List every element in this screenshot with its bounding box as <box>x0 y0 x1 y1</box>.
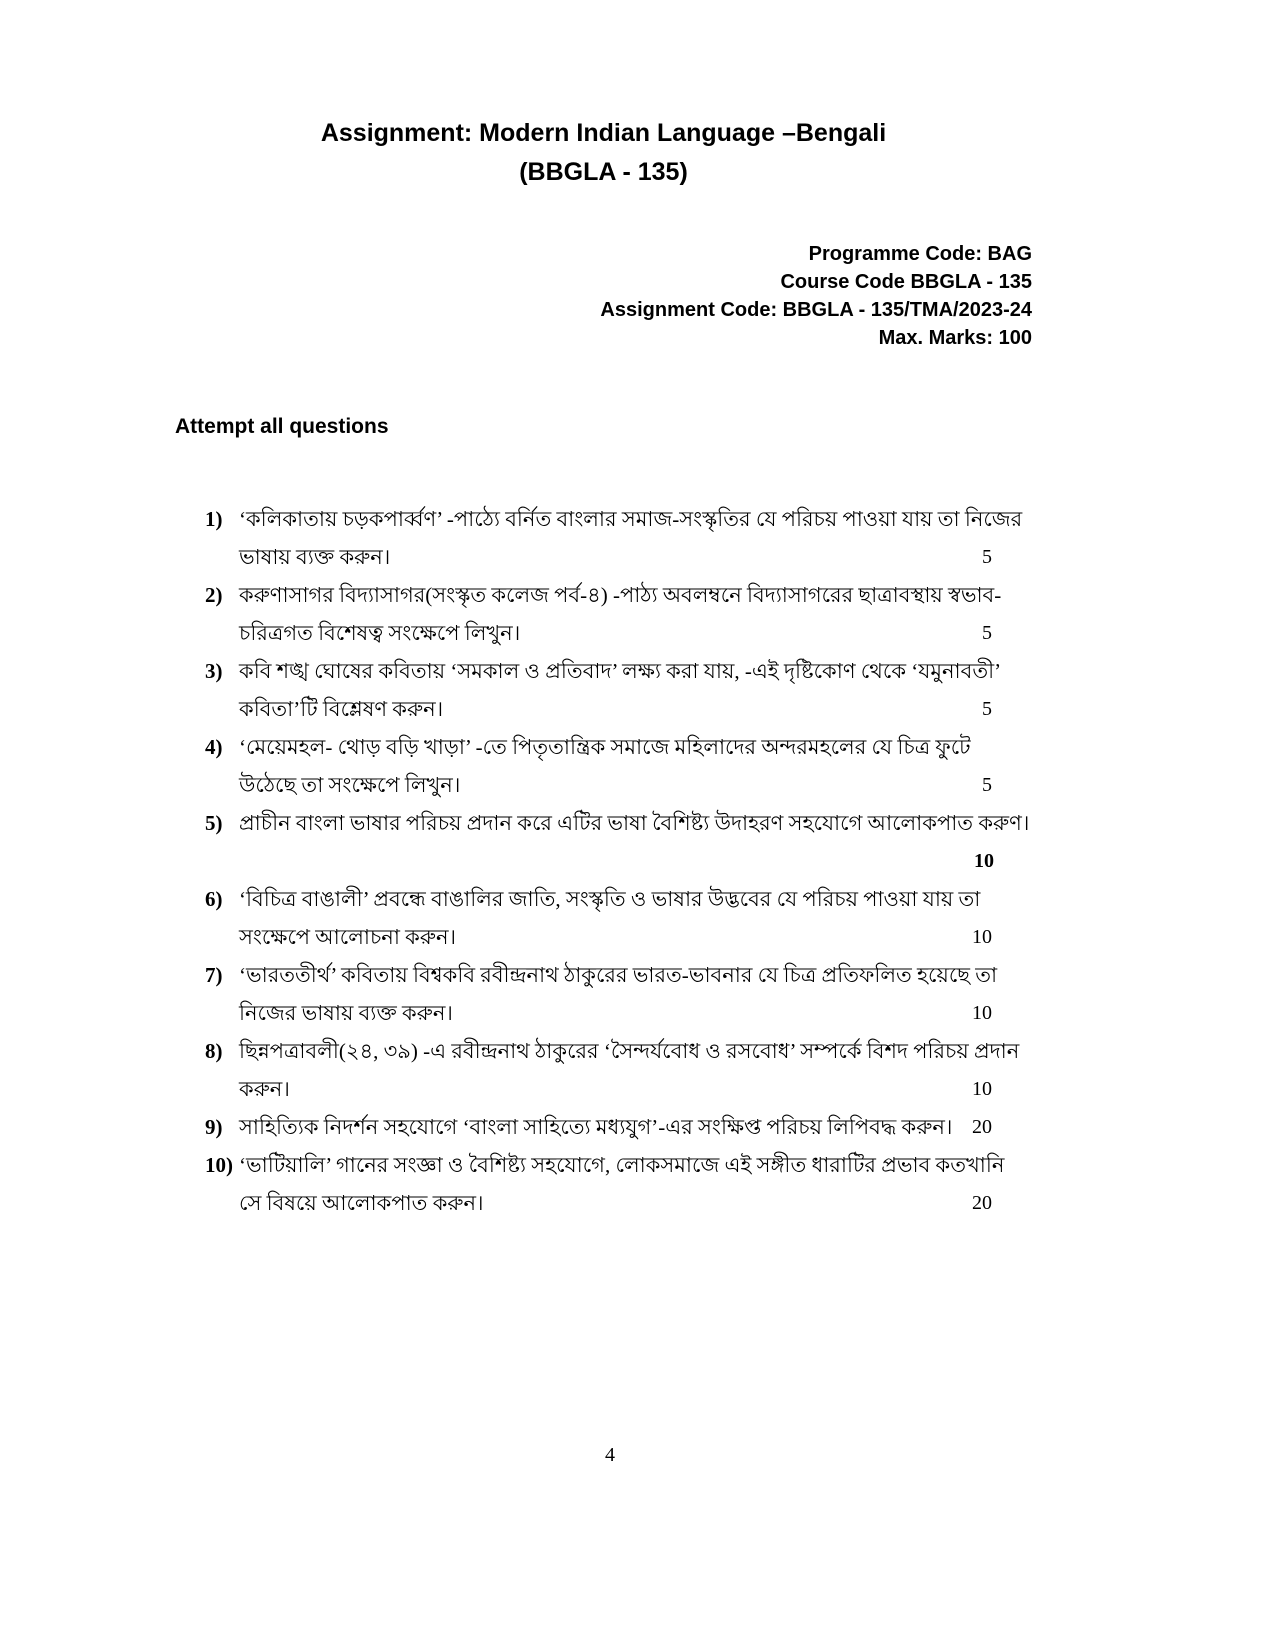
question-number: 8) <box>205 1039 223 1063</box>
instruction-text: Attempt all questions <box>175 415 389 438</box>
question-marks: 10 <box>974 850 994 872</box>
question-body <box>239 1108 1032 1146</box>
question-text: ‘ভারততীর্থ’ কবিতায় বিশ্বকবি রবীন্দ্রনাথ ঠাকুরের ভারত-ভাবনার যে চিত্র প্রতিফলিত হয়েছে তা নিজের ভাষায় ব্যক্ত করুন। <box>239 963 998 1025</box>
question-item-5 <box>205 804 1032 880</box>
question-body <box>239 500 1032 576</box>
question-text: ছিন্নপত্রাবলী(২৪, ৩৯) -এ রবীন্দ্রনাথ ঠাকুরের ‘সৈন্দর্যবোধ ও রসবোধ’ সম্পর্কে বিশদ পরিচয় প্রদান করুন। <box>239 1039 1020 1101</box>
question-marks: 5 <box>982 774 992 796</box>
question-item-6 <box>205 880 1032 956</box>
programme-code: Programme Code: BAG <box>808 243 1032 265</box>
question-item-3 <box>205 652 1032 728</box>
question-body <box>239 1032 1032 1108</box>
course-code: Course Code BBGLA - 135 <box>780 271 1032 293</box>
question-text: কবি শঙ্খ ঘোষের কবিতায় ‘সমকাল ও প্রতিবাদ’ লক্ষ্য করা যায়, -এই দৃষ্টিকোণ থেকে ‘যমুনাবতী’ কবিতা’টি বিশ্লেষণ করুন। <box>239 659 1001 721</box>
question-text: ‘মেয়েমহল- থোড় বড়ি খাড়া’ -তে পিতৃতান্ত্রিক সমাজে মহিলাদের অন্দরমহলের যে চিত্র ফুটে উঠেছে তা সংক্ষেপে লিখুন। <box>239 735 971 797</box>
question-number: 6) <box>205 887 223 911</box>
assignment-subtitle: (BBGLA - 135) <box>519 158 688 186</box>
question-marks: 20 <box>972 1116 992 1138</box>
question-item-2 <box>205 576 1032 652</box>
question-item-1 <box>205 500 1032 576</box>
question-body <box>239 804 1032 880</box>
question-body <box>239 652 1032 728</box>
question-text: সাহিত্যিক নিদর্শন সহযোগে ‘বাংলা সাহিত্যে মধ্যযুগ’-এর সংক্ষিপ্ত পরিচয় লিপিবদ্ধ করুন। <box>239 1115 953 1139</box>
question-body <box>239 576 1032 652</box>
question-marks: 5 <box>982 622 992 644</box>
page-content <box>175 0 1032 1222</box>
question-marks: 10 <box>972 1002 992 1024</box>
question-marks: 10 <box>972 926 992 948</box>
question-body <box>239 1146 1032 1222</box>
question-marks: 20 <box>972 1192 992 1214</box>
question-body <box>239 956 1032 1032</box>
title-block <box>175 0 1032 192</box>
assignment-code: Assignment Code: BBGLA - 135/TMA/2023-24 <box>600 299 1032 321</box>
question-marks: 10 <box>972 1078 992 1100</box>
question-text: ‘ভাটিয়ালি’ গানের সংজ্ঞা ও বৈশিষ্ট্য সহযোগে, লোকসমাজে এই সঙ্গীত ধারাটির প্রভাব কতখানি সে বিষয়ে আলোকপাত করুন। <box>239 1153 1005 1215</box>
question-number: 10) <box>205 1153 233 1177</box>
question-item-4 <box>205 728 1032 804</box>
question-number: 5) <box>205 811 223 835</box>
question-body <box>239 728 1032 804</box>
question-item-10 <box>205 1146 1032 1222</box>
max-marks: Max. Marks: 100 <box>878 327 1032 349</box>
question-number: 9) <box>205 1115 223 1139</box>
question-item-7 <box>205 956 1032 1032</box>
question-number: 3) <box>205 659 223 683</box>
question-text: প্রাচীন বাংলা ভাষার পরিচয় প্রদান করে এটির ভাষা বৈশিষ্ট্য উদাহরণ সহযোগে আলোকপাত করুণ। <box>239 811 1030 835</box>
question-body <box>239 880 1032 956</box>
page-number: 4 <box>605 1444 615 1466</box>
header-info-block <box>175 240 1032 352</box>
question-text: ‘কলিকাতায় চড়কপার্ব্বণ’ -পাঠ্যে বর্নিত বাংলার সমাজ-সংস্কৃতির যে পরিচয় পাওয়া যায় তা নিজের ভাষায় ব্যক্ত করুন। <box>239 507 1023 569</box>
question-number: 4) <box>205 735 223 759</box>
question-number: 2) <box>205 583 223 607</box>
question-number: 1) <box>205 507 223 531</box>
question-number: 7) <box>205 963 223 987</box>
question-item-9 <box>205 1108 1032 1146</box>
question-marks: 5 <box>982 698 992 720</box>
assignment-title: Assignment: Modern Indian Language –Bengali <box>320 119 887 147</box>
question-list <box>205 500 1032 1222</box>
question-text: করুণাসাগর বিদ্যাসাগর(সংস্কৃত কলেজ পর্ব-৪) -পাঠ্য অবলম্বনে বিদ্যাসাগরের ছাত্রাবস্থায় স্বভাব-চরিত্রগত বিশেষত্ব সংক্ষেপে লিখুন। <box>239 583 1002 645</box>
question-text: ‘বিচিত্র বাঙালী’ প্রবন্ধে বাঙালির জাতি, সংস্কৃতি ও ভাষার উদ্ভবের যে পরিচয় পাওয়া যায় তা সংক্ষেপে আলোচনা করুন। <box>239 887 981 949</box>
question-item-8 <box>205 1032 1032 1108</box>
question-marks: 5 <box>982 546 992 568</box>
